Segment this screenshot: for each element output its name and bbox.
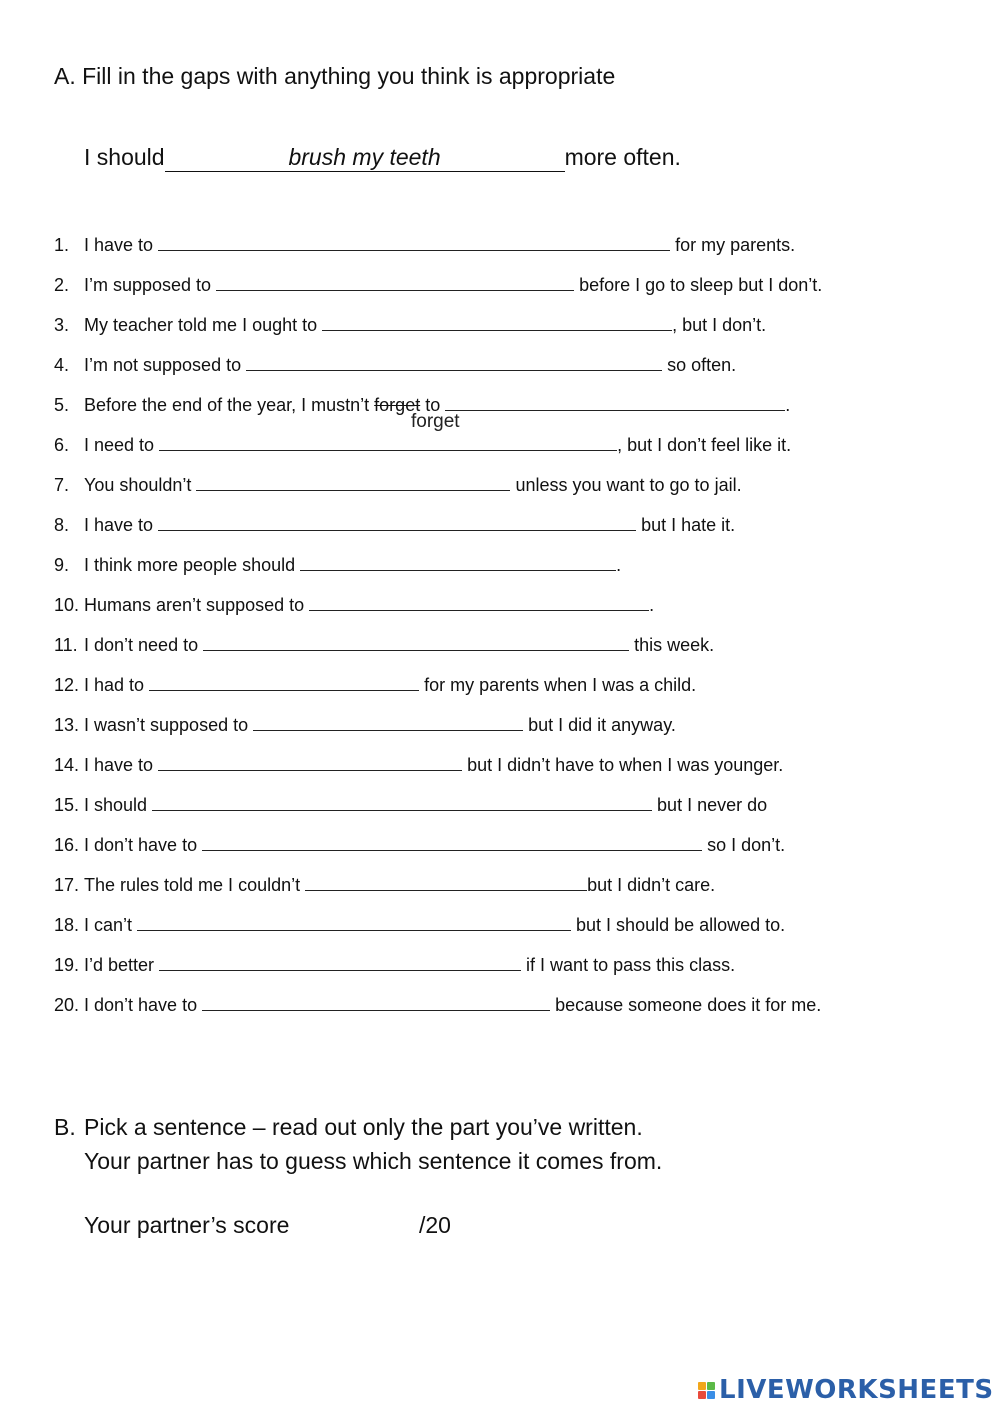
item-after: but I didn’t have to when I was younger. [462, 755, 784, 775]
item-number: 20. [54, 995, 80, 1015]
answer-blank[interactable] [445, 393, 785, 411]
item-after: before I go to sleep but I don’t. [574, 275, 823, 295]
answer-blank[interactable] [158, 753, 462, 771]
answer-blank[interactable] [253, 713, 523, 731]
item-before: I’m supposed to [84, 275, 217, 295]
item-number: 12. [54, 675, 80, 695]
item-before: The rules told me I couldn’t [84, 875, 306, 895]
logo-text: LIVEWORKSHEETS [719, 1375, 994, 1405]
item-number: 10. [54, 595, 80, 615]
answer-blank[interactable] [202, 993, 550, 1011]
item-number: 5. [54, 395, 70, 415]
answer-blank[interactable] [158, 233, 670, 251]
item-after: . [649, 595, 655, 615]
answer-blank[interactable] [137, 913, 571, 931]
item-after: , but I don’t feel like it. [617, 435, 792, 455]
item-before: I wasn’t supposed to [84, 715, 254, 735]
answer-blank[interactable] [246, 353, 662, 371]
answer-blank[interactable] [159, 953, 521, 971]
item-after: . [616, 555, 622, 575]
item-number: 4. [54, 355, 70, 375]
example-sentence [84, 144, 681, 172]
item-after: , but I don’t. [672, 315, 767, 335]
answer-blank[interactable] [152, 793, 652, 811]
item-before: My teacher told me I ought to [84, 315, 323, 335]
item-before: I’d better [84, 955, 160, 975]
item-before: I need to [84, 435, 160, 455]
item-after: for my parents. [670, 235, 796, 255]
item-after: but I should be allowed to. [571, 915, 786, 935]
answer-blank[interactable] [196, 473, 510, 491]
item-number: 6. [54, 435, 70, 455]
answer-blank[interactable] [216, 273, 574, 291]
answer-blank[interactable] [309, 593, 649, 611]
item-before: I had to [84, 675, 150, 695]
example-after: more often. [564, 144, 681, 170]
section-b-label: B. [54, 1114, 76, 1140]
item-after: this week. [629, 635, 715, 655]
item-mid: to [420, 395, 446, 415]
item-number: 7. [54, 475, 70, 495]
answer-blank[interactable] [159, 433, 617, 451]
example-answer: brush my teeth [165, 144, 565, 172]
item-after: but I hate it. [636, 515, 736, 535]
item-before: I have to [84, 755, 159, 775]
item-after: unless you want to go to jail. [510, 475, 742, 495]
section-b-line2: Your partner has to guess which sentence it comes from. [84, 1148, 663, 1174]
answer-blank[interactable] [202, 833, 702, 851]
score-label: Your partner’s score [84, 1212, 290, 1238]
item-before: I’m not supposed to [84, 355, 247, 375]
item-number: 14. [54, 755, 80, 775]
item-number: 13. [54, 715, 80, 735]
item-number: 16. [54, 835, 80, 855]
item-after: but I didn’t care. [587, 875, 716, 895]
liveworksheets-logo [698, 1375, 994, 1405]
item-before: I have to [84, 235, 159, 255]
score-total: /20 [419, 1212, 451, 1238]
item-before: Before the end of the year, I mustn’t [84, 395, 375, 415]
item-number: 17. [54, 875, 80, 895]
item-before: I don’t have to [84, 835, 203, 855]
item-before: You shouldn’t [84, 475, 197, 495]
answer-blank[interactable] [158, 513, 636, 531]
item-before: I should [84, 795, 153, 815]
answer-blank[interactable] [203, 633, 629, 651]
item-after: so I don’t. [702, 835, 786, 855]
item-before: I have to [84, 515, 159, 535]
item-before: I can’t [84, 915, 138, 935]
struck-word: forget [374, 395, 421, 415]
item-after: because someone does it for me. [550, 995, 822, 1015]
section-a-title: A. Fill in the gaps with anything you think is appropriate [54, 63, 616, 89]
item-before: I don’t need to [84, 635, 204, 655]
item-number: 15. [54, 795, 80, 815]
item-number: 19. [54, 955, 80, 975]
item-after: so often. [662, 355, 737, 375]
item-number: 1. [54, 235, 70, 255]
answer-blank[interactable] [300, 553, 616, 571]
item-before: Humans aren’t supposed to [84, 595, 310, 615]
answer-blank[interactable] [322, 313, 672, 331]
item-number: 9. [54, 555, 70, 575]
item-after: . [785, 395, 791, 415]
item-after: for my parents when I was a child. [419, 675, 697, 695]
item-after: if I want to pass this class. [521, 955, 736, 975]
answer-blank[interactable] [149, 673, 419, 691]
answer-blank[interactable] [305, 873, 587, 891]
item-after: but I did it anyway. [523, 715, 676, 735]
item-number: 2. [54, 275, 70, 295]
logo-icon [698, 1382, 715, 1399]
item-number: 3. [54, 315, 70, 335]
section-b-line1: Pick a sentence – read out only the part you’ve written. [84, 1114, 643, 1140]
item-before: I think more people should [84, 555, 301, 575]
handwritten-correction: forget [411, 411, 460, 432]
item-before: I don’t have to [84, 995, 203, 1015]
item-after: but I never do [652, 795, 768, 815]
item-number: 11. [54, 635, 78, 655]
example-before: I should [84, 144, 165, 170]
item-number: 18. [54, 915, 80, 935]
item-number: 8. [54, 515, 70, 535]
